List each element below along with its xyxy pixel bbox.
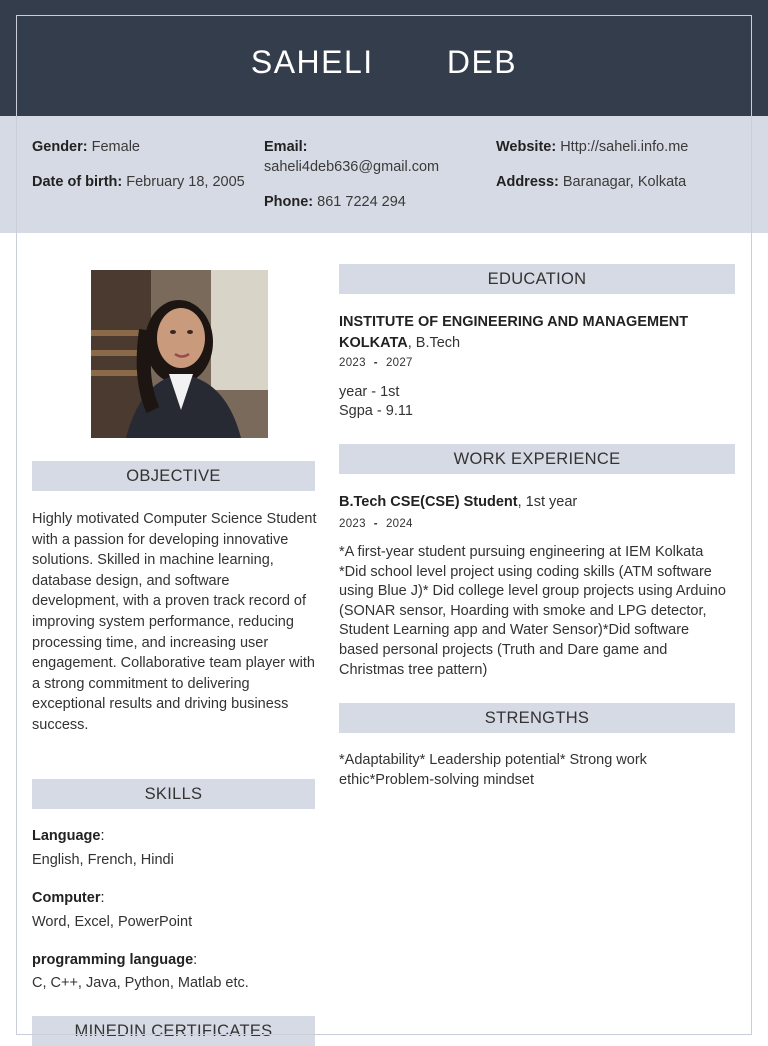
phone-field: Phone: 861 7224 294 [264, 194, 406, 210]
skill-value-computer: Word, Excel, PowerPoint [32, 914, 193, 930]
profile-photo [91, 270, 268, 438]
certificates-heading: MINEDIN CERTIFICATES [32, 1016, 315, 1046]
website-link[interactable]: Http://saheli.info.me [560, 139, 689, 155]
work-role: B.Tech CSE(CSE) Student, 1st year [339, 494, 578, 510]
website-field: Website: Http://saheli.info.me [496, 139, 689, 155]
address-field: Address: Baranagar, Kolkata [496, 174, 687, 190]
objective-text: Highly motivated Computer Science Student with a passion for developing innovative solutions. Skilled in machine learning, database design, and software development, with a proven track record of improving system performance, reducing processing time, and increasing user engagement. Collaborative team player with a strong commitment to delivering exceptional results and driving business success. [32, 511, 317, 733]
strengths-heading: STRENGTHS [339, 703, 735, 733]
work-description: *A first-year student pursuing engineering at IEM Kolkata *Did school level project using coding skills (ATM software using Blue J)* Did college level group projects using Arduino (SONAR sensor, Hoarding with smoke and LPG detector, Student Learning app and Water Sensor)*Did software based personal projects (Truth and Dare game and Christmas tree pattern) [339, 544, 726, 678]
email-field: Email: saheli4deb636@gmail.com [264, 139, 440, 175]
skill-label-programming: programming language: [32, 952, 198, 968]
education-year: year - 1st [339, 384, 400, 400]
education-sgpa: Sgpa - 9.11 [339, 403, 413, 419]
dob-field: Date of birth: February 18, 2005 [32, 174, 245, 190]
skill-label-computer: Computer: [32, 890, 105, 906]
email-link[interactable]: saheli4deb636@gmail.com [264, 159, 440, 175]
objective-heading: OBJECTIVE [32, 461, 315, 491]
skill-value-language: English, French, Hindi [32, 852, 174, 868]
strengths-text: *Adaptability* Leadership potential* Strong work ethic*Problem-solving mindset [339, 752, 647, 788]
skills-heading: SKILLS [32, 779, 315, 809]
work-dates: 2023 - 2024 [339, 518, 413, 530]
skill-value-programming: C, C++, Java, Python, Matlab etc. [32, 975, 249, 991]
education-dates: 2023 - 2027 [339, 357, 413, 369]
candidate-name: SAHELI DEB [250, 44, 518, 80]
work-heading: WORK EXPERIENCE [339, 444, 735, 474]
skill-label-language: Language: [32, 828, 105, 844]
gender-field: Gender: Female [32, 139, 140, 155]
education-heading: EDUCATION [339, 264, 735, 294]
education-institution: INSTITUTE OF ENGINEERING AND MANAGEMENT KOLKATA, B.Tech [339, 314, 689, 351]
